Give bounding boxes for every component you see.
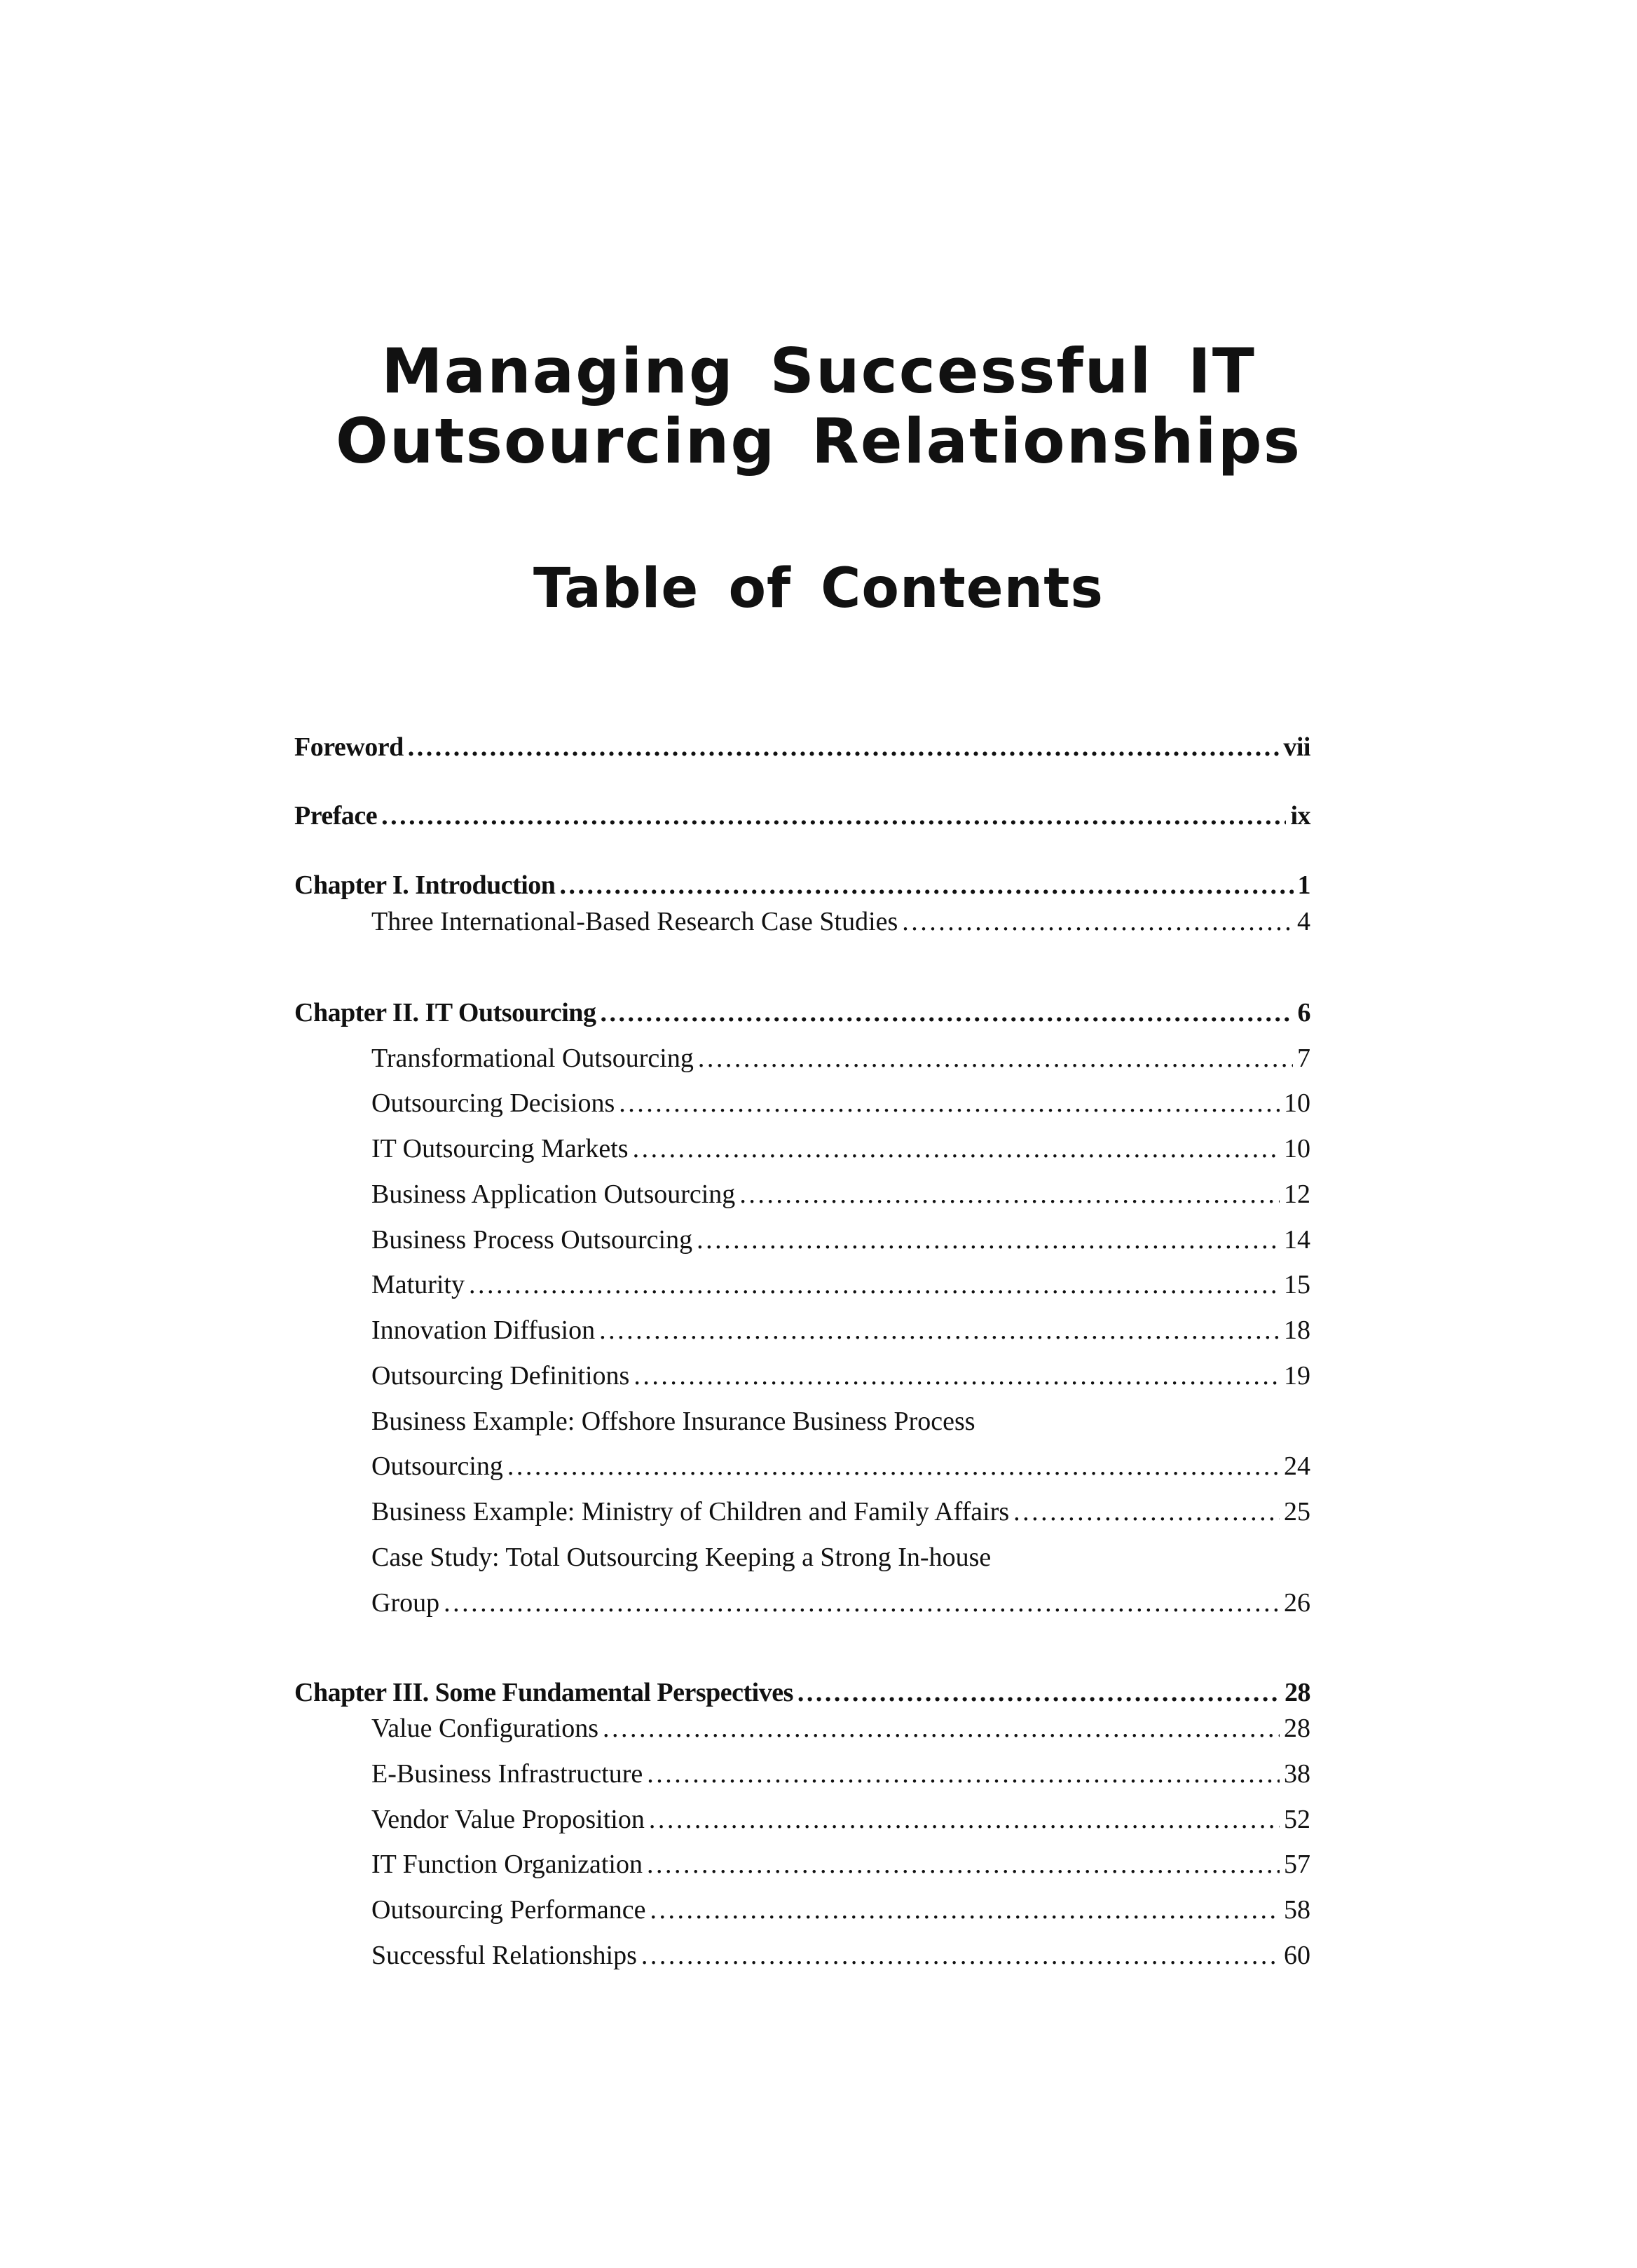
toc-entry-page: 12 [1284, 1180, 1310, 1209]
toc-entry-label: Outsourcing Decisions [371, 1088, 615, 1118]
dot-leader [559, 867, 1293, 903]
toc-entry-page: 60 [1284, 1941, 1310, 1970]
toc-entry-label: Business Example: Offshore Insurance Business Process [371, 1407, 975, 1436]
toc-entry-page: 19 [1284, 1361, 1310, 1391]
dot-leader [469, 1266, 1280, 1303]
toc-entry-page: 14 [1284, 1225, 1310, 1255]
toc-entry-page: 28 [1284, 1714, 1310, 1743]
toc-entry-label: Value Configurations [371, 1714, 599, 1743]
toc-entry-label: Successful Relationships [371, 1941, 637, 1970]
book-title [0, 336, 1637, 477]
dot-leader [633, 1130, 1280, 1167]
toc-entry-page: 24 [1284, 1451, 1310, 1481]
dot-leader [507, 1448, 1280, 1484]
toc-entry-section [371, 1040, 1310, 1077]
toc-entry-page: 58 [1284, 1895, 1310, 1925]
book-title-line-2: Outsourcing Relationships [336, 405, 1301, 477]
toc-heading: Table of Contents [533, 557, 1104, 620]
toc-entry-page: 52 [1284, 1805, 1310, 1834]
toc-entry-section [371, 1846, 1310, 1883]
dot-leader [619, 1085, 1280, 1121]
toc-entry-chapter-2 [294, 995, 1310, 1031]
toc-entry-page: 28 [1285, 1678, 1310, 1707]
toc-entry-page: 4 [1297, 907, 1310, 936]
toc-entry-section [371, 1494, 1310, 1530]
toc-entry-label: Outsourcing Performance [371, 1895, 646, 1925]
toc-entry-section [371, 1448, 1310, 1484]
toc-entry-section [371, 1403, 1310, 1440]
dot-leader [408, 729, 1280, 765]
toc-entry-label: Three International-Based Research Case Studies [371, 907, 898, 936]
toc-entry-label: Maturity [371, 1270, 465, 1299]
toc-entry-section [371, 1312, 1310, 1348]
dot-leader [1013, 1494, 1280, 1530]
toc-entry-section [371, 903, 1310, 940]
toc-entry-section [371, 1801, 1310, 1838]
toc-entry-label: E-Business Infrastructure [371, 1759, 643, 1789]
dot-leader [641, 1937, 1280, 1974]
toc-entry-label: Business Process Outsourcing [371, 1225, 693, 1255]
toc-entry-section [371, 1266, 1310, 1303]
toc-entry-label: Outsourcing [371, 1451, 503, 1481]
toc-entry-foreword [294, 729, 1310, 765]
toc-entry-label: Preface [294, 801, 378, 831]
dot-leader [797, 1674, 1280, 1711]
toc-entry-label: Outsourcing Definitions [371, 1361, 630, 1391]
toc-entry-label: Group [371, 1588, 440, 1618]
toc-entry-page: 26 [1284, 1588, 1310, 1618]
toc-entry-page: 18 [1284, 1316, 1310, 1345]
dot-leader [600, 995, 1293, 1031]
toc-entry-page: 25 [1284, 1497, 1310, 1526]
toc-entry-label: Innovation Diffusion [371, 1316, 596, 1345]
dot-leader [444, 1585, 1280, 1621]
toc-entry-section [371, 1176, 1310, 1212]
toc-entry-page: 57 [1284, 1850, 1310, 1879]
dot-leader [698, 1040, 1293, 1077]
toc-entry-page: 10 [1284, 1088, 1310, 1118]
toc-entry-page: 1 [1297, 870, 1310, 900]
toc-entry-section [371, 1756, 1310, 1792]
book-title-line-1: Managing Successful IT [381, 335, 1256, 407]
dot-leader [649, 1801, 1280, 1838]
dot-leader [599, 1312, 1280, 1348]
toc-entry-section [371, 1222, 1310, 1258]
toc-entry-label: Business Example: Ministry of Children and Family Affairs [371, 1497, 1010, 1526]
toc-entry-page: 38 [1284, 1759, 1310, 1789]
toc-entry-label: Chapter I. Introduction [294, 870, 556, 900]
toc-entry-section [371, 1892, 1310, 1928]
dot-leader [381, 798, 1286, 834]
dot-leader [647, 1846, 1280, 1883]
dot-leader [902, 903, 1293, 940]
toc-entry-label: IT Function Organization [371, 1850, 643, 1879]
toc-entry-page: 10 [1284, 1134, 1310, 1163]
toc-entry-page: 7 [1297, 1044, 1310, 1073]
toc-entry-chapter-3 [294, 1674, 1310, 1711]
toc-entry-label: Case Study: Total Outsourcing Keeping a Strong In-house [371, 1543, 992, 1572]
toc-entry-label: Chapter II. IT Outsourcing [294, 998, 596, 1027]
toc-entry-section [371, 1710, 1310, 1747]
toc-entry-section [371, 1358, 1310, 1394]
toc-entry-page: 15 [1284, 1270, 1310, 1299]
toc-entry-label: Business Application Outsourcing [371, 1180, 736, 1209]
toc-entry-label: Chapter III. Some Fundamental Perspectives [294, 1678, 793, 1707]
toc-entry-label: Transformational Outsourcing [371, 1044, 694, 1073]
toc-entry-page: vii [1283, 732, 1310, 762]
toc-entry-section [371, 1539, 1310, 1576]
toc-entry-section [371, 1085, 1310, 1121]
toc-entry-page: ix [1290, 801, 1310, 831]
dot-leader [739, 1176, 1280, 1212]
toc-entry-page: 6 [1297, 998, 1310, 1027]
dot-leader [650, 1892, 1280, 1928]
toc-entry-section [371, 1937, 1310, 1974]
toc-entry-label: IT Outsourcing Markets [371, 1134, 629, 1163]
dot-leader [603, 1710, 1280, 1747]
dot-leader [697, 1222, 1280, 1258]
toc-entry-label: Foreword [294, 732, 404, 762]
toc-entry-label: Vendor Value Proposition [371, 1805, 645, 1834]
dot-leader [633, 1358, 1280, 1394]
toc-entry-chapter-1 [294, 867, 1310, 903]
toc-entry-preface [294, 798, 1310, 834]
dot-leader [647, 1756, 1280, 1792]
toc-entry-section [371, 1130, 1310, 1167]
toc-entry-section [371, 1585, 1310, 1621]
